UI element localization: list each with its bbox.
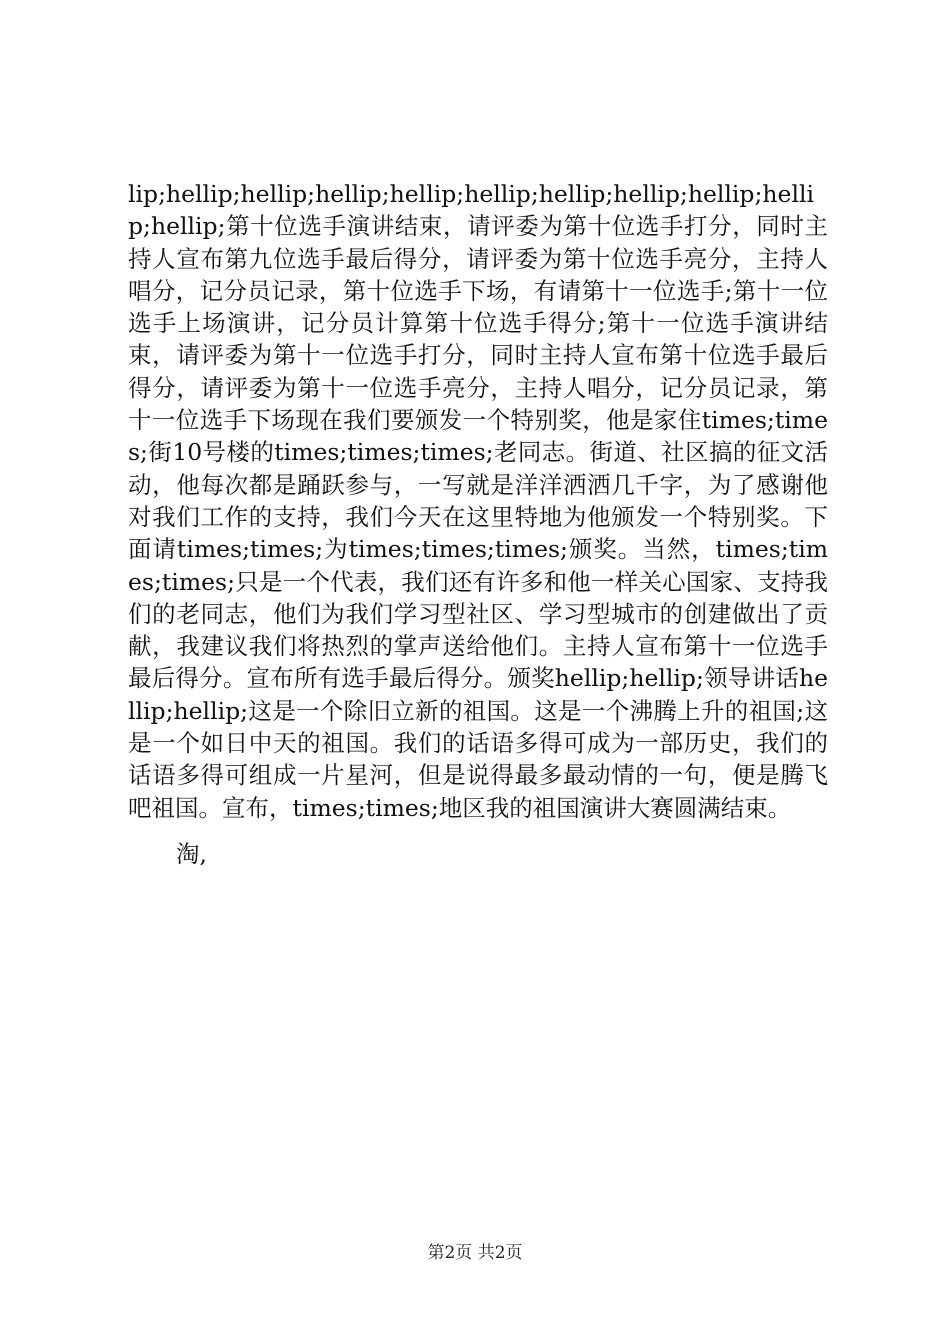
document-body-paragraph: lip;hellip;hellip;hellip;hellip;hellip;hellip;hellip;hellip;hellip;hellip;第十位选手演讲结束，请评委为第十位选手打分，同时主持人宣布第九位选手最后得分，请评委为第十位选手亮分，主持人唱分，记分员记录，第十位选手下场，有请第十一位选手;第十一位选手上场演讲，记分员计算第十位选手得分;第十一位选手演讲结束，请评委为第十一位选手打分，同时主持人宣布第十位选手最后得分，请评委为第十一位选手亮分，主持人唱分，记分员记录，第十一位选手下场现在我们要颁发一个特别奖，他是家住times;times;街10号楼的times;times;times;老同志。街道、社区搞的征文活动，他每次都是踊跃参与，一写就是洋洋洒洒几千字，为了感谢他对我们工作的支持，我们今天在这里特地为他颁发一个特别奖。下面请times;times;为times;times;times;颁奖。当然，times;times;times;只是一个代表，我们还有许多和他一样关心国家、支持我们的老同志，他们为我们学习型社区、学习型城市的创建做出了贡献，我建议我们将热烈的掌声送给他们。主持人宣布第十一位选手最后得分。宣布所有选手最后得分。颁奖hellip;hellip;领导讲话hellip;hellip;这是一个除旧立新的祖国。这是一个沸腾上升的祖国;这是一个如日中天的祖国。我们的话语多得可成为一部历史，我们的话语多得可组成一片星河，但是说得最多最动情的一句，便是腾飞吧祖国。宣布，times;times;地区我的祖国演讲大赛圆满结束。	[128, 180, 828, 822]
document-closing-line: 淘,	[176, 840, 207, 868]
page-number-footer: 第2页 共2页	[427, 1243, 523, 1263]
